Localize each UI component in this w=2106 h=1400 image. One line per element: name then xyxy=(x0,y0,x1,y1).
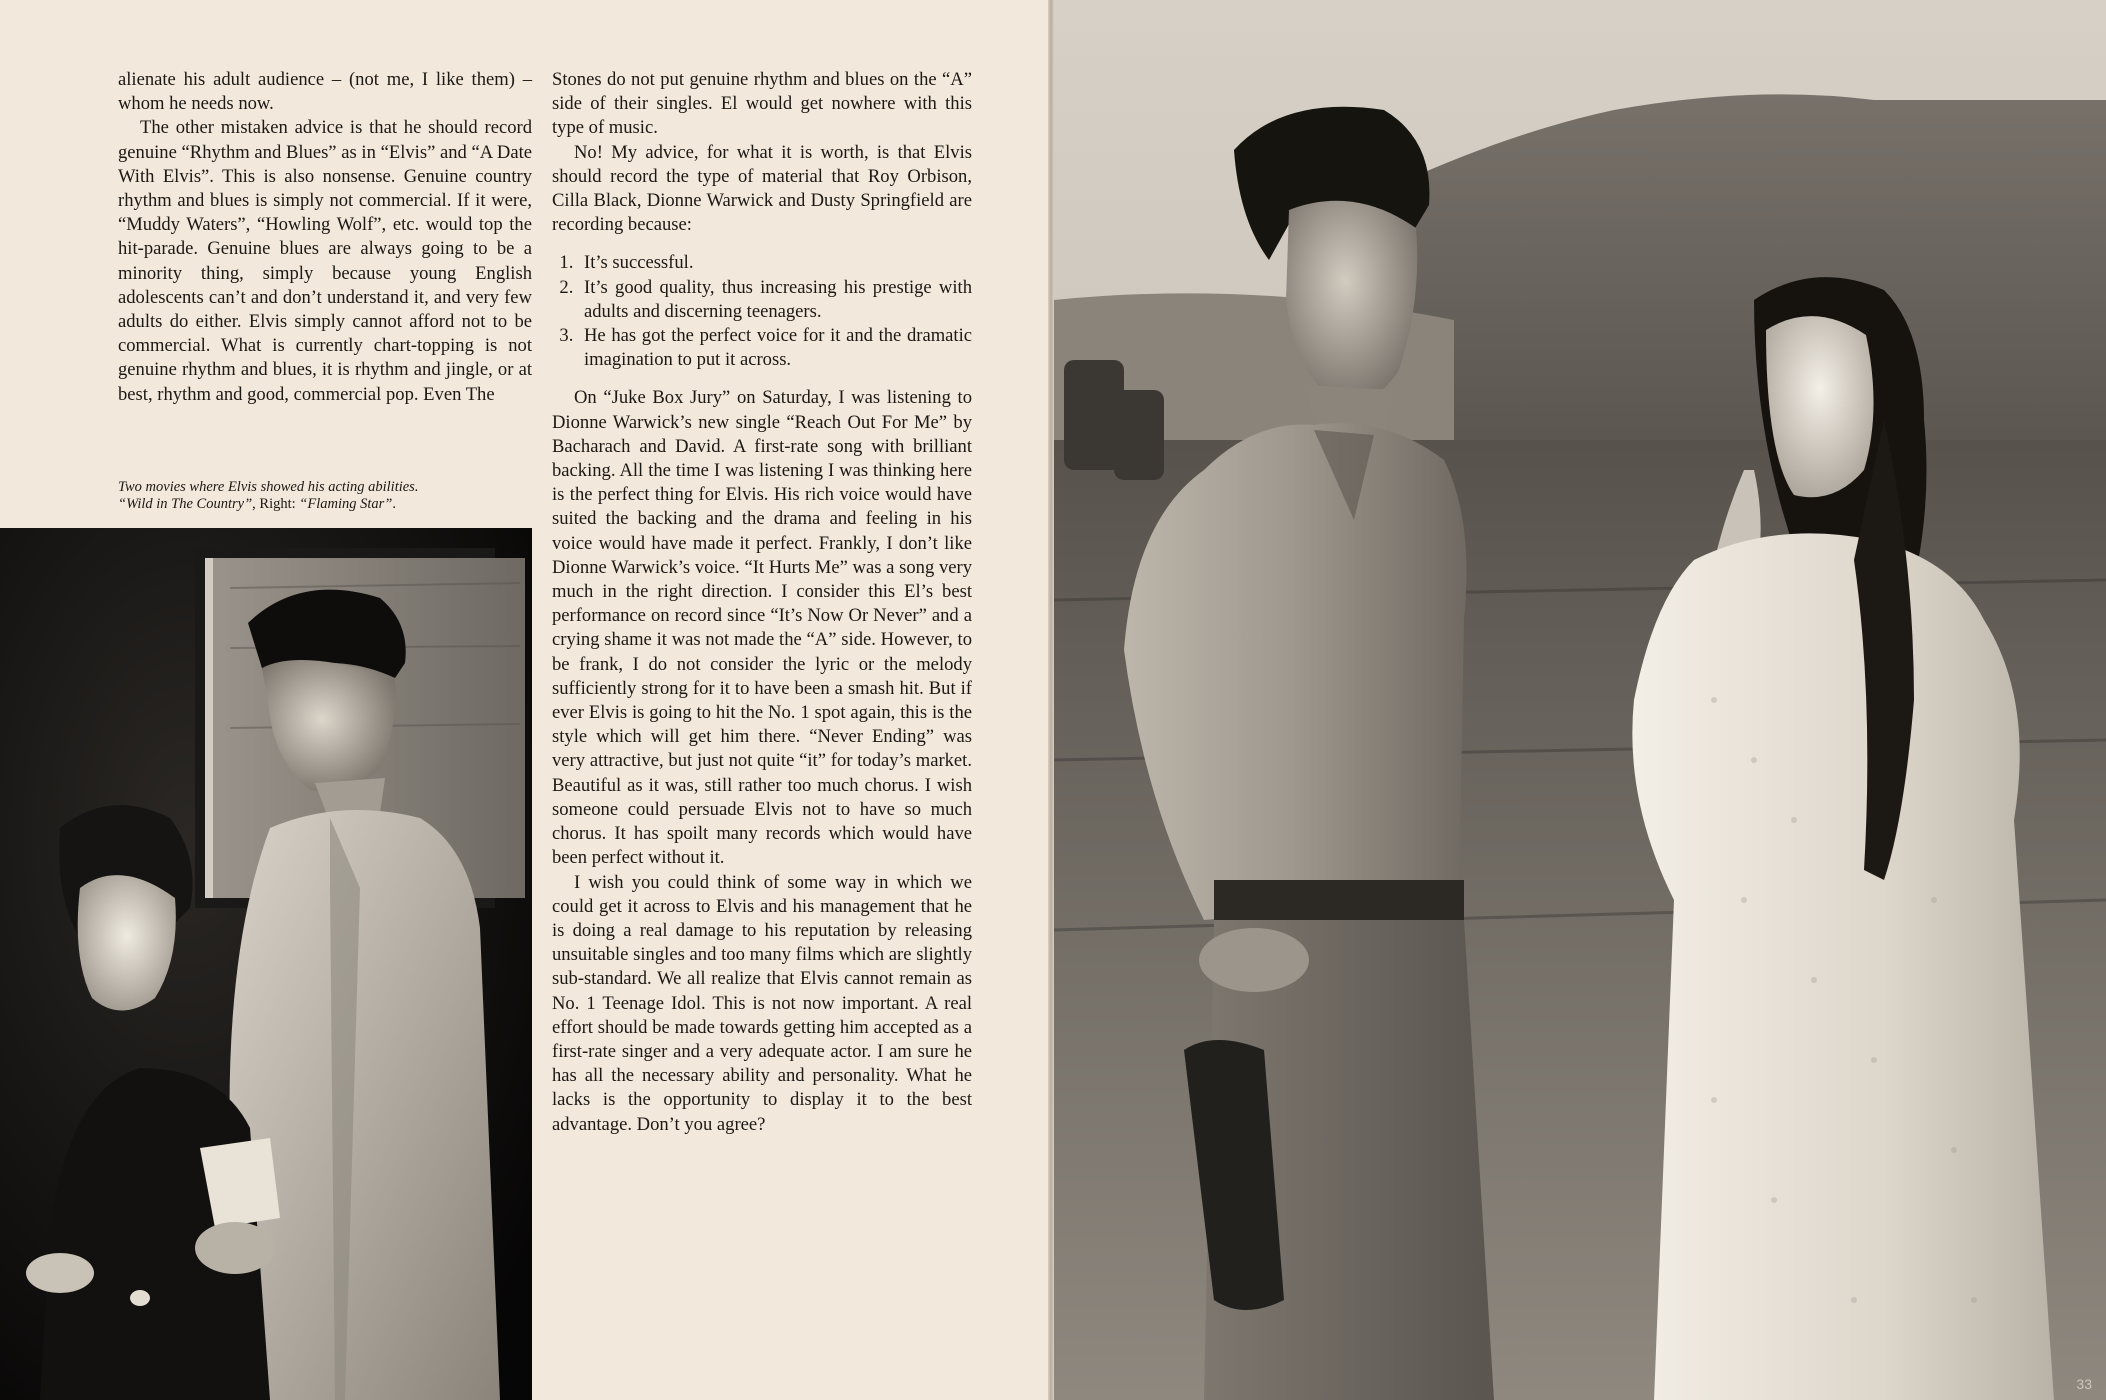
list-item: 1. It’s successful. xyxy=(578,251,972,275)
caption-text: , Right: xyxy=(252,496,300,512)
numbered-list xyxy=(552,251,972,372)
text-column-left xyxy=(118,68,532,407)
caption-film-title: “Flaming Star” xyxy=(299,496,393,512)
paragraph: On “Juke Box Jury” on Saturday, I was listening to Dionne Warwick’s new single “Reach Out For Me” by Bacharach and David. A first-rate song with brilliant backing. All the time I was listening I was thinking here is the perfect thing for Elvis. His rich voice would have suited the backing and the drama and feeling in his voice would have made it perfect. Frankly, I don’t like Dionne Warwick’s voice. “It Hurts Me” was a song very much in the right direction. I consider this El’s best performance on record since “It’s Now Or Never” and a crying shame it was not made the “A” side. However, to be frank, I do not consider the lyric or the melody sufficiently strong for it to have been a smash hit. But if ever Elvis is going to hit the No. 1 spot again, this is the style which will get him there. “Never Ending” was very attractive, but just not quite “it” for today’s market. Beautiful as it was, still rather too much chorus. I wish someone could persuade Elvis not to have so much chorus. It has spoilt many records which would have been perfect without it. xyxy=(552,387,972,869)
photo-right-image xyxy=(1054,0,2106,1400)
photo-caption xyxy=(118,479,538,513)
text-column-right xyxy=(552,68,972,1137)
paragraph: alienate his adult audience – (not me, I like them) – whom he needs now. xyxy=(118,69,532,115)
photo-left-image xyxy=(0,528,532,1400)
caption-line-2 xyxy=(118,496,538,513)
caption-film-title: “Wild in The Country” xyxy=(118,496,253,512)
flaming-star-photo xyxy=(1054,0,2106,1400)
list-item: 3. He has got the perfect voice for it and the dramatic imagination to put it across. xyxy=(578,324,972,372)
list-item: 2. It’s good quality, thus increasing his prestige with adults and discerning teenagers. xyxy=(578,276,972,324)
paragraph: I wish you could think of some way in which we could get it across to Elvis and his management that he is doing a real damage to his reputation by releasing unsuitable singles and too many films which are slightly sub-standard. We all realize that Elvis cannot remain as No. 1 Teenage Idol. This is not now important. A real effort should be made towards getting him accepted as a first-rate singer and a very adequate actor. I am sure he has all the necessary ability and personality. What he lacks is the opportunity to display it to the best advantage. Don’t you agree? xyxy=(552,871,972,1135)
wild-in-the-country-photo xyxy=(0,528,532,1400)
caption-line-1: Two movies where Elvis showed his acting abilities. xyxy=(118,479,419,495)
paragraph: No! My advice, for what it is worth, is that Elvis should record the type of material that Roy Orbison, Cilla Black, Dionne Warwick and Dusty Springfield are recording because: xyxy=(552,141,972,236)
paragraph: The other mistaken advice is that he should record genuine “Rhythm and Blues” as in “Elvis” and “A Date With Elvis”. This is also nonsense. Genuine country rhythm and blues is simply not commercial. If it were, “Muddy Waters”, “Howling Wolf”, etc. would top the hit-parade. Genuine blues are always going to be a minority thing, simply because young English adolescents can’t and don’t understand it, and very few adults do either. Elvis simply cannot afford not to be commercial. What is currently chart-topping is not genuine rhythm and blues, it is rhythm and jingle, or at best, rhythm and good, commercial pop. Even The xyxy=(118,117,532,405)
page-number: 33 xyxy=(2076,1376,2092,1392)
paragraph: Stones do not put genuine rhythm and blues on the “A” side of their singles. El would get nowhere with this type of music. xyxy=(552,69,972,139)
left-page xyxy=(0,0,1048,1400)
caption-text: . xyxy=(392,496,396,512)
